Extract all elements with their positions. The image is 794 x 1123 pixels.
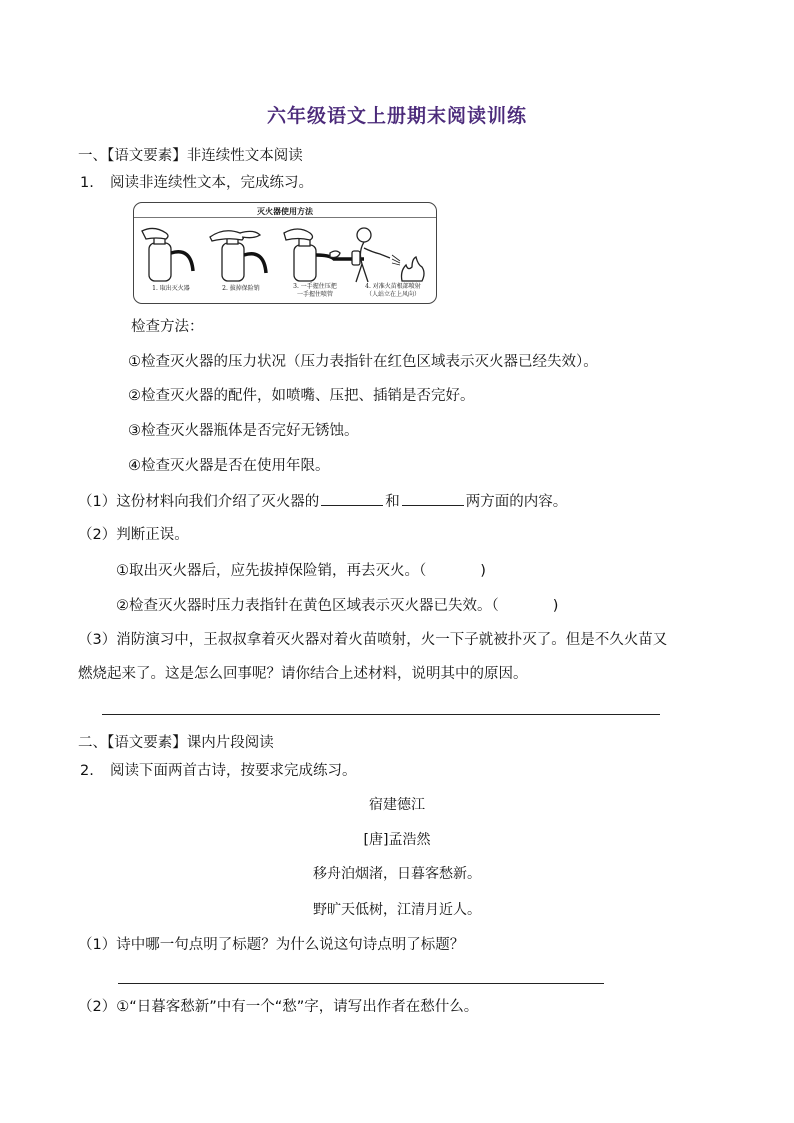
sub-question-1-3-line1: （3）消防演习中，王叔叔拿着灭火器对着火苗喷射，火一下子就被扑灭了。但是不久火苗又 (78, 632, 668, 648)
step3-caption-line2: 一手握住喷管 (296, 291, 333, 298)
question2-number: 2. (80, 763, 94, 779)
judge2-text: ②检查灭火器时压力表指针在黄色区域表示灭火器已失效。（ (116, 598, 499, 614)
check-method-label: 检查方法： (131, 319, 204, 335)
judge1-close: ) (480, 563, 486, 579)
judge2-close: ) (552, 598, 559, 614)
answer-line-1-3[interactable] (102, 714, 660, 715)
step3-caption (278, 283, 352, 299)
step4-caption-line2: （人站立在上风向） (365, 291, 420, 298)
step4-caption-line1: 4. 对准火苗根部喷射 (365, 283, 421, 290)
step1-caption: 1. 取出灭火器 (152, 285, 190, 292)
sub-question-2-2: （2）①“日暮客愁新”中有一个“愁”字，请写出作者在愁什么。 (78, 999, 479, 1015)
question1-text: 阅读非连续性文本，完成练习。 (110, 175, 313, 191)
poem-line-2: 野旷天低树，江清月近人。 (313, 902, 481, 918)
sub1-mid: 和 (385, 494, 400, 510)
judge1-text: ①取出灭火器后，应先拔掉保险销，再去灭火。（ (116, 563, 427, 579)
figure-title: 灭火器使用方法 (257, 206, 313, 216)
judge-item-2 (116, 596, 558, 616)
step4-caption (356, 283, 430, 299)
sub-question-2-1: （1）诗中哪一句点明了标题？为什么说这句诗点明了标题？ (78, 937, 465, 953)
poem-title: 宿建德江 (369, 797, 425, 813)
question1-number: 1. (80, 175, 94, 191)
check-item-1: ①检查灭火器的压力状况（压力表指针在红色区域表示灭火器已经失效）。 (128, 354, 598, 370)
step1-extinguisher-icon (142, 228, 193, 281)
document-title: 六年级语文上册期末阅读训练 (266, 105, 527, 127)
step4-person-spraying-icon (352, 228, 424, 282)
check-item-2: ②检查灭火器的配件，如喷嘴、压把、插销是否完好。 (128, 388, 475, 404)
check-item-3: ③检查灭火器瓶体是否完好无锈蚀。 (128, 423, 359, 439)
step2-caption: 2. 拔掉保险销 (222, 285, 260, 292)
step3-caption-line1: 3. 一手握住压把 (293, 283, 337, 290)
answer-blank-2[interactable] (402, 490, 464, 506)
poem-line-1: 移舟泊烟渚，日暮客愁新。 (313, 866, 481, 882)
question2-text: 阅读下面两首古诗，按要求完成练习。 (110, 763, 357, 779)
sub-question-1-1 (78, 490, 567, 512)
answer-line-2-1[interactable] (118, 983, 604, 984)
poem-author: [唐]孟浩然 (363, 832, 431, 848)
judge-item-1 (116, 561, 486, 581)
sub-question-1-2: （2）判断正误。 (78, 527, 189, 543)
fire-extinguisher-figure (133, 202, 437, 304)
sub1-suffix: 两方面的内容。 (465, 494, 568, 510)
answer-blank-1[interactable] (321, 490, 383, 506)
step2-extinguisher-icon (210, 231, 266, 281)
sub1-prefix: （1）这份材料向我们介绍了灭火器的 (78, 494, 320, 510)
section2-heading: 二、【语文要素】课内片段阅读 (78, 735, 274, 751)
section1-heading: 一、【语文要素】非连续性文本阅读 (78, 148, 303, 164)
sub-question-1-3-line2: 燃烧起来了。这是怎么回事呢？请你结合上述材料，说明其中的原因。 (78, 666, 528, 682)
check-item-4: ④检查灭火器是否在使用年限。 (128, 458, 330, 474)
